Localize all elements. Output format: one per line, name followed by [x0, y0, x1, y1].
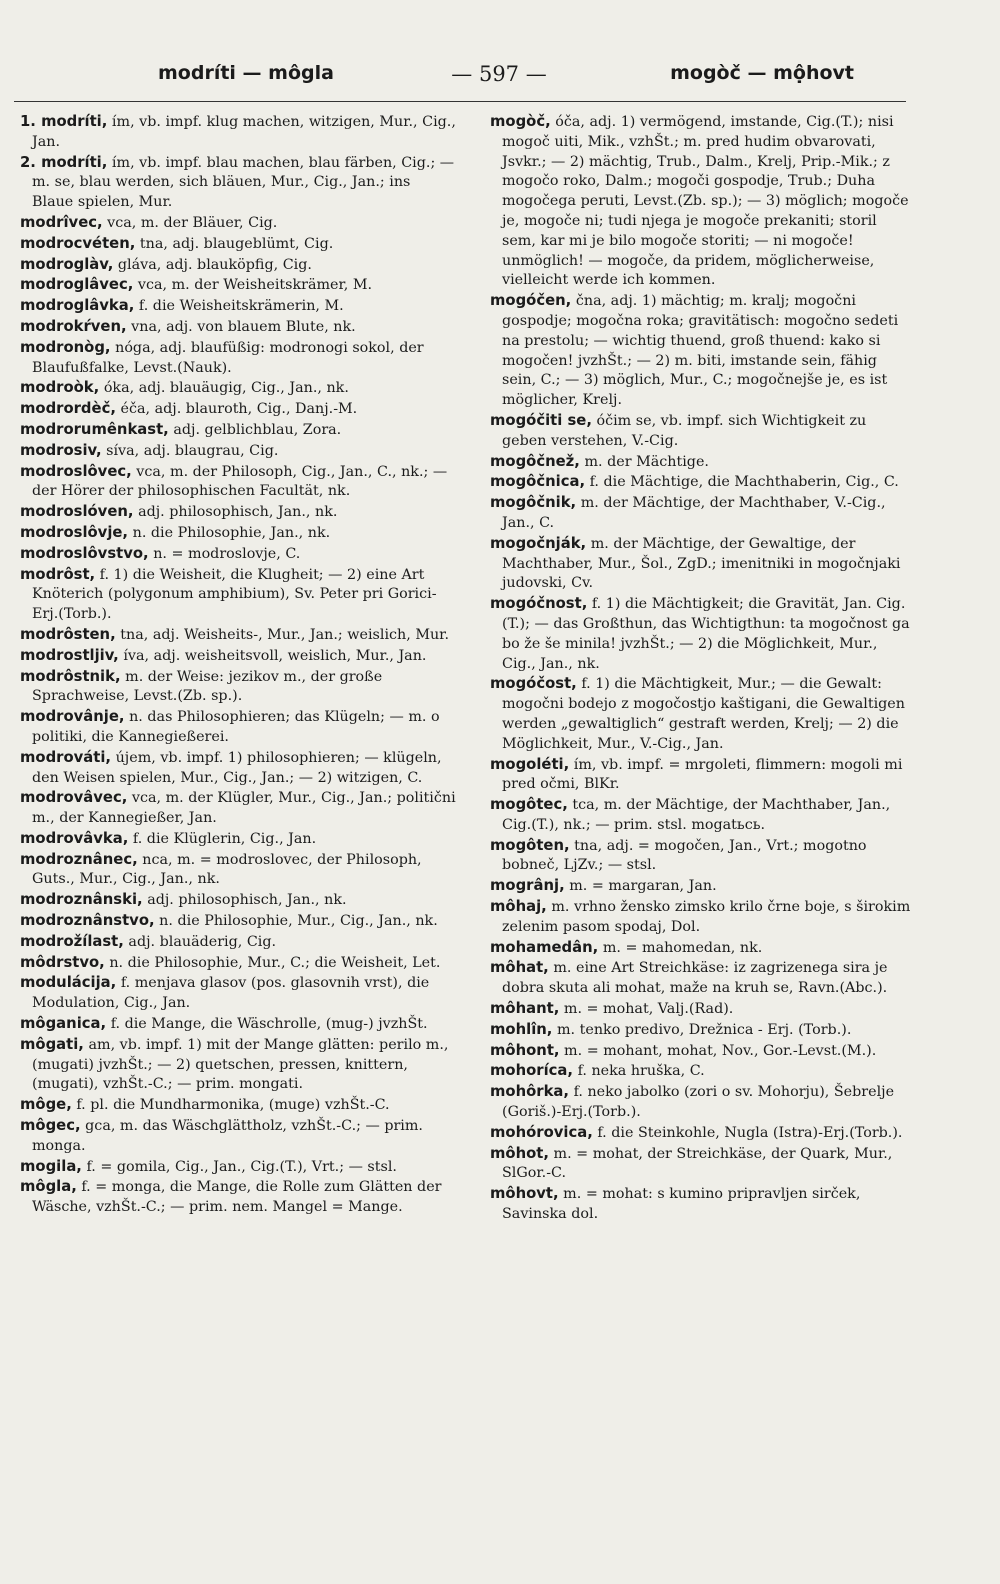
dictionary-entry: [20, 911, 456, 932]
entry-definition: ím, vb. impf. = mrgoleti, flimmern: mogoli mi pred očmi, BlKr.: [502, 756, 903, 793]
entry-headword: mogóčnost,: [490, 595, 588, 613]
dictionary-entry: [20, 748, 456, 789]
entry-definition: m. = mohat, der Streichkäse, der Quark, Mur., SlGor.-C.: [502, 1145, 893, 1182]
entry-definition: čna, adj. 1) mächtig; m. kralj; mogočni gospodje; mogočna roka; gravitätisch: mogočno sedeti na prestolu; — wichtig thuend, groß thuend: kako si mogočen! jvzhŠt.; — 2) m. biti, imstande sein, fähig sein, C.; — 3) möglich, Mur., C.; mogočnejše je, es ist möglicher, Krelj.: [502, 293, 899, 409]
entry-definition: óča, adj. 1) vermögend, imstande, Cig.(T.); nisi mogoč uiti, Mik., vzhŠt.; m. pred hudim obvarovati, Jsvkr.; — 2) mächtig, Trub., Dalm., Krelj, Prip.-Mik.; z mogočo roko, Dalm.; mogoči gospodje, Trub.; Duha mogočega peruti, Levst.(Zb. sp.); — 3) möglich; mogoče je, mogoče ni; tudi njega je mogoče prekaniti; storil sem, kar mi je bilo mogoče storiti; — ni mogoče! unmöglich! — mogoče, da pridem, möglicherweise, vielleicht werde ich kommen.: [502, 114, 909, 289]
entry-headword: modrôst,: [20, 565, 96, 583]
dictionary-entry: [20, 523, 456, 544]
entry-definition: m. der Weise: jezikov m., der große Sprachweise, Levst.(Zb. sp.).: [32, 668, 383, 705]
entry-headword: mogôčnež,: [490, 452, 580, 470]
entry-headword: mogôčnik,: [490, 494, 577, 512]
dictionary-entry: [490, 1184, 912, 1225]
entry-definition: m. der Mächtige, der Machthaber, V.-Cig., Jan., C.: [502, 495, 886, 531]
dictionary-entry: [20, 378, 456, 399]
entry-headword: môhant,: [490, 1000, 560, 1018]
dictionary-entry: [490, 999, 912, 1020]
entry-headword: môganica,: [20, 1015, 107, 1033]
entry-definition: f. = gomila, Cig., Jan., Cig.(T.), Vrt.; — stsl.: [81, 1158, 397, 1175]
entry-headword: mohoríca,: [490, 1062, 574, 1080]
dictionary-entry: [20, 565, 456, 625]
entry-headword: môhaj,: [490, 898, 547, 916]
entry-definition: f. pl. die Mundharmonika, (muge) vzhŠt.-C.: [71, 1097, 390, 1114]
entry-headword: modroznânski,: [20, 891, 143, 909]
entry-headword: modulácija,: [20, 974, 117, 992]
dictionary-entry: [20, 932, 456, 953]
entry-definition: íva, adj. weisheitsvoll, weislich, Mur., Jan.: [118, 647, 427, 664]
entry-definition: f. menjava glasov (pos. glasovnih vrst), die Modulation, Cig., Jan.: [32, 975, 430, 1012]
entry-definition: f. 1) die Weisheit, die Klugheit; — 2) eine Art Knöterich (polygonum amphibium), Sv. Peter pri Gorici-Erj.(Torb.).: [32, 566, 437, 623]
entry-definition: gca, m. das Wäschglättholz, vzhŠt.-C.; — prim. monga.: [32, 1118, 423, 1154]
dictionary-entry: [20, 973, 456, 1014]
entry-definition: m. = margaran, Jan.: [564, 878, 717, 895]
dictionary-entry: [490, 291, 912, 411]
dictionary-entry: [20, 544, 456, 565]
entry-headword: modrôstnik,: [20, 667, 121, 685]
entry-definition: nóga, adj. blaufüßig: modronogi sokol, der Blaufußfalke, Levst.(Nauk).: [32, 339, 424, 376]
entry-headword: môgati,: [20, 1035, 84, 1053]
dictionary-entry: [490, 836, 912, 877]
dictionary-entry: [20, 829, 456, 850]
entry-definition: óka, adj. blauäugig, Cig., Jan., nk.: [99, 380, 349, 397]
entry-definition: f. die Steinkohle, Nugla (Istra)-Erj.(Torb.).: [592, 1124, 903, 1141]
entry-headword: môhont,: [490, 1041, 560, 1059]
entry-definition: n. das Philosophieren; das Klügeln; — m. o politiki, die Kannegießerei.: [32, 709, 440, 745]
entry-definition: m. = mohat, Valj.(Rad).: [559, 1001, 734, 1018]
dictionary-entry: [20, 296, 456, 317]
entry-headword: modroglâvka,: [20, 297, 135, 315]
entry-headword: môge,: [20, 1096, 72, 1114]
dictionary-entry: [20, 441, 456, 462]
dictionary-entry: [490, 411, 912, 452]
entry-headword: modrordèč,: [20, 400, 116, 418]
entry-headword: modronòg,: [20, 338, 111, 356]
dictionary-entry: [20, 707, 456, 748]
entry-definition: f. die Klüglerin, Cig., Jan.: [128, 830, 317, 847]
dictionary-entry: [20, 502, 456, 523]
entry-headword: modrovânje,: [20, 708, 125, 726]
dictionary-entry: [20, 1035, 456, 1095]
dictionary-entry: [490, 795, 912, 836]
dictionary-entry: [490, 594, 912, 674]
dictionary-entry: [20, 317, 456, 338]
entry-headword: 2. modríti,: [20, 153, 108, 171]
header-left-guide-words: modríti — môgla: [158, 62, 334, 84]
left-column: [20, 112, 456, 1218]
entry-headword: modroslôvstvo,: [20, 544, 149, 562]
entry-headword: modrovâvka,: [20, 829, 129, 847]
dictionary-entry: [490, 876, 912, 897]
entry-definition: adj. philosophisch, Jan., nk.: [133, 504, 338, 521]
dictionary-entry: [20, 275, 456, 296]
entry-definition: tna, adj. = mogočen, Jan., Vrt.; mogotno bobneč, LjZv.; — stsl.: [502, 837, 867, 874]
dictionary-entry: [20, 213, 456, 234]
entry-definition: n. die Philosophie, Mur., Cig., Jan., nk.: [154, 913, 438, 930]
entry-headword: mogila,: [20, 1157, 82, 1175]
entry-definition: óčim se, vb. impf. sich Wichtigkeit zu geben verstehen, V.-Cig.: [502, 412, 867, 449]
entry-definition: am, vb. impf. 1) mit der Mange glätten: perilo m., (mugati) jvzhŠt.; — 2) quetschen, pressen, knittern, (mugati), vzhŠt.-C.; — prim. mongati.: [32, 1036, 449, 1093]
entry-headword: môhot,: [490, 1144, 549, 1162]
entry-headword: modroslóven,: [20, 503, 134, 521]
dictionary-entry: [490, 1123, 912, 1144]
entry-headword: mohórovica,: [490, 1123, 593, 1141]
dictionary-entry: [20, 953, 456, 974]
header-right-guide-words: mogòč — mộhovt: [670, 62, 854, 84]
entry-headword: mogôtec,: [490, 796, 568, 814]
entry-definition: vna, adj. von blauem Blute, nk.: [126, 318, 356, 335]
dictionary-entry: [490, 897, 912, 938]
entry-definition: vca, m. der Philosoph, Cig., Jan., C., nk.; — der Hörer der philosophischen Facultät, nk.: [32, 463, 448, 500]
entry-headword: môhat,: [490, 959, 549, 977]
entry-headword: mohôrka,: [490, 1083, 570, 1101]
dictionary-entry: [20, 850, 456, 891]
entry-headword: modrovâvec,: [20, 789, 128, 807]
entry-definition: f. neka hruška, C.: [573, 1063, 705, 1080]
dictionary-entry: [20, 625, 456, 646]
entry-definition: m. = mohat: s kumino pripravljen sirček, Savinska dol.: [502, 1186, 861, 1223]
entry-headword: modroslôvec,: [20, 462, 132, 480]
dictionary-entry: [20, 234, 456, 255]
entry-definition: n. = modroslovje, C.: [148, 545, 301, 562]
entry-headword: mogóčen,: [490, 292, 572, 310]
entry-headword: modroznânstvo,: [20, 912, 155, 930]
dictionary-entry: [490, 1144, 912, 1185]
entry-headword: modroglàv,: [20, 255, 114, 273]
entry-definition: nca, m. = modroslovec, der Philosoph, Guts., Mur., Cig., Jan., nk.: [32, 851, 422, 888]
entry-definition: tna, adj. blaugeblümt, Cig.: [135, 235, 334, 252]
entry-definition: tna, adj. Weisheits-, Mur., Jan.; weislich, Mur.: [115, 626, 449, 643]
entry-headword: modrocvéten,: [20, 234, 136, 252]
entry-definition: f. 1) die Mächtigkeit; die Gravität, Jan. Cig.(T.); — das Großthun, das Wichtigthun: ta mogočnost ga bo že še minila! jvzhŠt.; — 2) die Möglichkeit, Mur., Cig., Jan., nk.: [502, 596, 910, 672]
entry-headword: môgla,: [20, 1178, 77, 1196]
dictionary-entry: [20, 338, 456, 379]
entry-headword: modroznânec,: [20, 850, 138, 868]
dictionary-entry: [20, 1177, 456, 1218]
entry-definition: ím, vb. impf. blau machen, blau färben, Cig.; — m. se, blau werden, sich bläuen, Mur., Cig., Jan.; ins Blaue spielen, Mur.: [32, 154, 455, 211]
entry-headword: modrováti,: [20, 748, 112, 766]
dictionary-entry: [490, 493, 912, 534]
dictionary-entry: [20, 420, 456, 441]
entry-definition: vca, m. der Klügler, Mur., Cig., Jan.; politični m., der Kannegießer, Jan.: [32, 790, 456, 827]
right-column: [490, 112, 912, 1225]
entry-headword: mogôčnica,: [490, 473, 586, 491]
dictionary-entry: [490, 472, 912, 493]
entry-definition: adj. blauäderig, Cig.: [123, 933, 277, 950]
entry-headword: modrorumênkast,: [20, 420, 169, 438]
entry-headword: modrožílast,: [20, 932, 124, 950]
entry-headword: mogôten,: [490, 836, 570, 854]
entry-headword: modrostljiv,: [20, 646, 119, 664]
entry-headword: môhovt,: [490, 1185, 559, 1203]
entry-definition: tca, m. der Mächtige, der Machthaber, Jan., Cig.(T.), nk.; — prim. stsl. mogatьсь.: [502, 797, 891, 833]
entry-headword: môgec,: [20, 1117, 81, 1135]
entry-headword: mohamedân,: [490, 938, 599, 956]
dictionary-entry: [20, 255, 456, 276]
entry-headword: mogòč,: [490, 113, 551, 130]
dictionary-entry: [20, 462, 456, 503]
entry-definition: újem, vb. impf. 1) philosophieren; — klügeln, den Weisen spielen, Mur., Cig., Jan.; — 2) witzigen, C.: [32, 749, 442, 786]
dictionary-entry: [20, 1014, 456, 1035]
entry-definition: gláva, adj. blauköpfig, Cig.: [113, 256, 312, 273]
dictionary-entry: [490, 112, 912, 291]
entry-definition: ím, vb. impf. klug machen, witzigen, Mur., Cig., Jan.: [32, 114, 456, 150]
entry-headword: mogóčost,: [490, 675, 577, 693]
page-number: — 597 —: [451, 62, 547, 86]
dictionary-entry: [20, 112, 456, 153]
dictionary-entry: [20, 1116, 456, 1157]
entry-definition: m. der Mächtige, der Gewaltige, der Machthaber, Mur., Šol., ZgD.; imenitniki in mogočnjaki judovski, Cv.: [502, 535, 901, 592]
dictionary-entry: [490, 958, 912, 999]
dictionary-entry: [20, 646, 456, 667]
entry-headword: mogočnják,: [490, 534, 587, 552]
page-header: [96, 62, 902, 102]
dictionary-entry: [20, 890, 456, 911]
dictionary-entry: [20, 667, 456, 708]
entry-headword: modroglâvec,: [20, 276, 134, 294]
dictionary-entry: [490, 674, 912, 754]
entry-definition: m. eine Art Streichkäse: iz zagrizenega sira je dobra skuta ali mohat, maže na kruh se, Ravn.(Abc.).: [502, 960, 888, 997]
entry-definition: m. = mahomedan, nk.: [598, 939, 763, 956]
entry-headword: mogoléti,: [490, 755, 570, 773]
entry-headword: 1. modríti,: [20, 113, 108, 130]
entry-headword: modrîvec,: [20, 213, 103, 231]
entry-definition: síva, adj. blaugrau, Cig.: [101, 442, 279, 459]
dictionary-entry: [490, 1061, 912, 1082]
entry-headword: modrosiv,: [20, 441, 102, 459]
dictionary-entry: [490, 452, 912, 473]
entry-definition: n. die Philosophie, Mur., C.; die Weisheit, Let.: [104, 954, 441, 971]
entry-definition: m. der Mächtige.: [579, 453, 709, 470]
entry-definition: f. die Mange, die Wäschrolle, (mug-) jvzhŠt.: [106, 1016, 428, 1033]
entry-definition: vca, m. der Weisheitskrämer, M.: [133, 277, 373, 294]
dictionary-entry: [490, 1041, 912, 1062]
entry-definition: éča, adj. blauroth, Cig., Danj.-M.: [115, 401, 358, 418]
dictionary-entry: [490, 938, 912, 959]
entry-definition: f. 1) die Mächtigkeit, Mur.; — die Gewalt: mogočni bodejo z mogočostjo kaštigani, die Gewaltigen werden „gewaltiglich“ gestraft werden, Krelj; — 2) die Möglichkeit, Mur., V.-Cig., Jan.: [502, 676, 905, 752]
entry-definition: adj. gelblichblau, Zora.: [168, 421, 342, 438]
entry-definition: f. = monga, die Mange, die Rolle zum Glätten der Wäsche, vzhŠt.-C.; — prim. nem. Mangel = Mange.: [32, 1179, 442, 1216]
header-rule: [14, 101, 906, 102]
entry-definition: n. die Philosophie, Jan., nk.: [128, 524, 331, 541]
dictionary-entry: [20, 1095, 456, 1116]
entry-definition: m. tenko predivo, Drežnica - Erj. (Torb.).: [552, 1021, 852, 1038]
entry-headword: mohlîn,: [490, 1020, 553, 1038]
dictionary-entry: [20, 153, 456, 213]
dictionary-entry: [20, 399, 456, 420]
entry-headword: mogóčiti se,: [490, 411, 592, 429]
entry-definition: f. neko jabolko (zori o sv. Mohorju), Šebrelje (Goriš.)-Erj.(Torb.).: [502, 1084, 895, 1121]
entry-definition: adj. philosophisch, Jan., nk.: [142, 892, 347, 909]
entry-headword: mogrânj,: [490, 877, 565, 895]
dictionary-entry: [490, 534, 912, 594]
dictionary-entry: [490, 1082, 912, 1123]
entry-headword: môdrstvo,: [20, 953, 105, 971]
entry-definition: f. die Weisheitskrämerin, M.: [134, 298, 344, 315]
entry-headword: modrôsten,: [20, 625, 116, 643]
entry-headword: modroslôvje,: [20, 523, 129, 541]
dictionary-entry: [490, 755, 912, 796]
entry-definition: m. vrhno žensko zimsko krilo črne boje, s širokim zelenim pasom spodaj, Dol.: [502, 899, 911, 935]
dictionary-entry: [20, 1157, 456, 1178]
entry-headword: modroòk,: [20, 379, 100, 397]
dictionary-entry: [20, 788, 456, 829]
dictionary-entry: [490, 1020, 912, 1041]
entry-headword: modrokŕven,: [20, 317, 127, 335]
entry-definition: vca, m. der Bläuer, Cig.: [102, 214, 278, 231]
entry-definition: m. = mohant, mohat, Nov., Gor.-Levst.(M.).: [559, 1042, 877, 1059]
entry-definition: f. die Mächtige, die Machthaberin, Cig., C.: [585, 474, 899, 491]
